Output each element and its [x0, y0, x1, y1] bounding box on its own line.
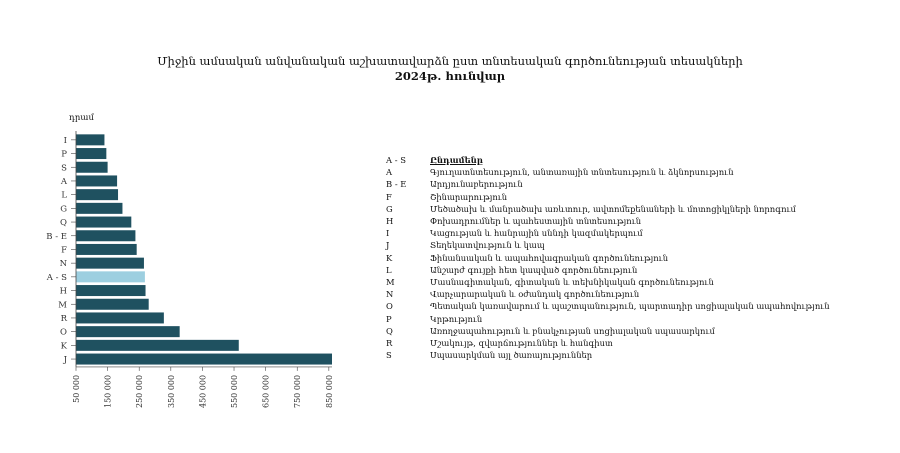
legend-desc: Փոխադրումներ և պահեստային տնտեսություն: [430, 216, 642, 227]
bar: [76, 230, 135, 241]
bar: [76, 175, 117, 186]
bar-chart: [0, 0, 380, 453]
legend-code: N: [386, 289, 394, 300]
category-label: R: [60, 313, 67, 324]
bar: [76, 189, 118, 200]
category-label: N: [59, 259, 67, 270]
legend-code: G: [386, 203, 393, 214]
category-label: A: [60, 176, 67, 187]
legend-desc: Անշարժ գույքի հետ կապված գործունեություն: [430, 264, 638, 275]
x-tick-label: 50 000: [72, 374, 81, 403]
legend-desc: Արդյունաբերություն: [430, 179, 523, 190]
x-tick-label: 250 000: [135, 374, 145, 408]
legend-code: R: [386, 338, 393, 349]
bar: [76, 354, 332, 365]
legend-row: [386, 227, 830, 239]
x-tick-label: 650 000: [261, 374, 271, 408]
bar: [76, 148, 106, 159]
legend-row: [386, 264, 830, 276]
chart-subtitle: 2024թ. հունվար: [394, 69, 506, 83]
category-label: Q: [60, 218, 67, 229]
legend-desc: Մասնագիտական, գիտական և տեխնիկական գործունեություն: [430, 277, 714, 288]
legend-row: [386, 191, 830, 203]
legend-desc: Առողջապահություն և բնակչության սոցիալական սպասարկում: [430, 325, 715, 336]
legend-code: L: [386, 264, 392, 275]
legend-row: [386, 166, 830, 178]
legend-desc: Տեղեկատվություն և կապ: [430, 240, 545, 251]
legend-code: O: [386, 301, 393, 312]
category-label: L: [61, 190, 67, 201]
bar: [76, 271, 145, 282]
bar: [76, 326, 180, 337]
legend-code: P: [386, 313, 392, 324]
legend-row: [386, 276, 830, 288]
legend: [386, 154, 830, 361]
legend-row: [386, 313, 830, 325]
x-tick-label: 750 000: [293, 374, 303, 408]
bar: [76, 162, 108, 173]
legend-desc: Կացության և հանրային սննդի կազմակերպում: [430, 228, 643, 239]
legend-row: [386, 178, 830, 190]
legend-row: [386, 215, 830, 227]
bar: [76, 134, 104, 145]
category-label: K: [60, 341, 67, 352]
legend-code: I: [386, 228, 390, 239]
category-label: B - E: [46, 231, 67, 242]
x-tick-label: 350 000: [166, 374, 176, 408]
legend-code: H: [386, 216, 394, 227]
category-label: P: [61, 149, 67, 160]
legend-desc: Ֆինանսական և ապահովագրական գործունեություն: [430, 252, 669, 263]
legend-desc: Մեծածախ և մանրածախ առևտուր, ավտոմեքենաների և մոտոցիկլների նորոգում: [430, 203, 796, 214]
legend-row: [386, 239, 830, 251]
legend-desc: Սպասարկման այլ ծառայություններ: [430, 350, 593, 361]
category-label: J: [63, 355, 67, 366]
legend-row: [386, 349, 830, 361]
bar: [76, 217, 131, 228]
x-tick-label: 850 000: [324, 374, 334, 408]
legend-desc: Կրթություն: [430, 313, 483, 324]
legend-row: [386, 252, 830, 264]
unit-label: դրամ: [69, 113, 94, 123]
legend-code: B - E: [386, 179, 407, 190]
legend-desc: Վարչարարական և օժանդակ գործունեություն: [430, 289, 640, 300]
category-label: S: [61, 163, 67, 174]
bar: [76, 258, 144, 269]
legend-row: [386, 325, 830, 337]
x-tick-label: 550 000: [230, 374, 240, 408]
legend-desc: Գյուղատնտեսություն, անտառային տնտեսություն և ձկնորսություն: [430, 167, 734, 178]
legend-row: [386, 203, 830, 215]
legend-items: [386, 166, 830, 361]
bar: [76, 244, 137, 255]
legend-code: S: [386, 350, 392, 361]
legend-code: M: [386, 277, 395, 288]
legend-code: K: [386, 252, 393, 263]
bar: [76, 299, 149, 310]
legend-code: A - S: [386, 155, 406, 165]
category-label: I: [63, 135, 67, 146]
bar: [76, 203, 122, 214]
category-label: O: [60, 327, 67, 338]
bar: [76, 285, 146, 296]
legend-desc: Պետական կառավարում և պաշտպանություն, պարտադիր սոցիալական ապահովություն: [430, 301, 830, 312]
category-label: F: [61, 245, 67, 256]
legend-code: J: [386, 240, 390, 251]
category-label: A - S: [46, 272, 67, 283]
x-tick-label: 450 000: [198, 374, 208, 408]
legend-code: A: [386, 167, 393, 178]
legend-row: [386, 288, 830, 300]
category-label: G: [60, 204, 67, 215]
legend-desc: Մշակույթ, զվարճություններ և հանգիստ: [430, 338, 613, 349]
x-tick-label: 150 000: [103, 374, 113, 408]
category-label: M: [58, 300, 67, 311]
category-label: H: [59, 286, 67, 297]
bar: [76, 340, 239, 351]
chart-title: Միջին ամսական անվանական աշխատավարձն ըստ տնտեսական գործունեության տեսակների: [157, 54, 743, 68]
bar: [76, 312, 164, 323]
legend-header: [386, 154, 830, 166]
legend-code: Q: [386, 325, 393, 336]
legend-row: [386, 337, 830, 349]
legend-code: F: [386, 191, 392, 202]
legend-row: [386, 300, 830, 312]
legend-desc: Ընդամենը: [430, 155, 483, 165]
legend-desc: Շինարարություն: [430, 191, 508, 202]
